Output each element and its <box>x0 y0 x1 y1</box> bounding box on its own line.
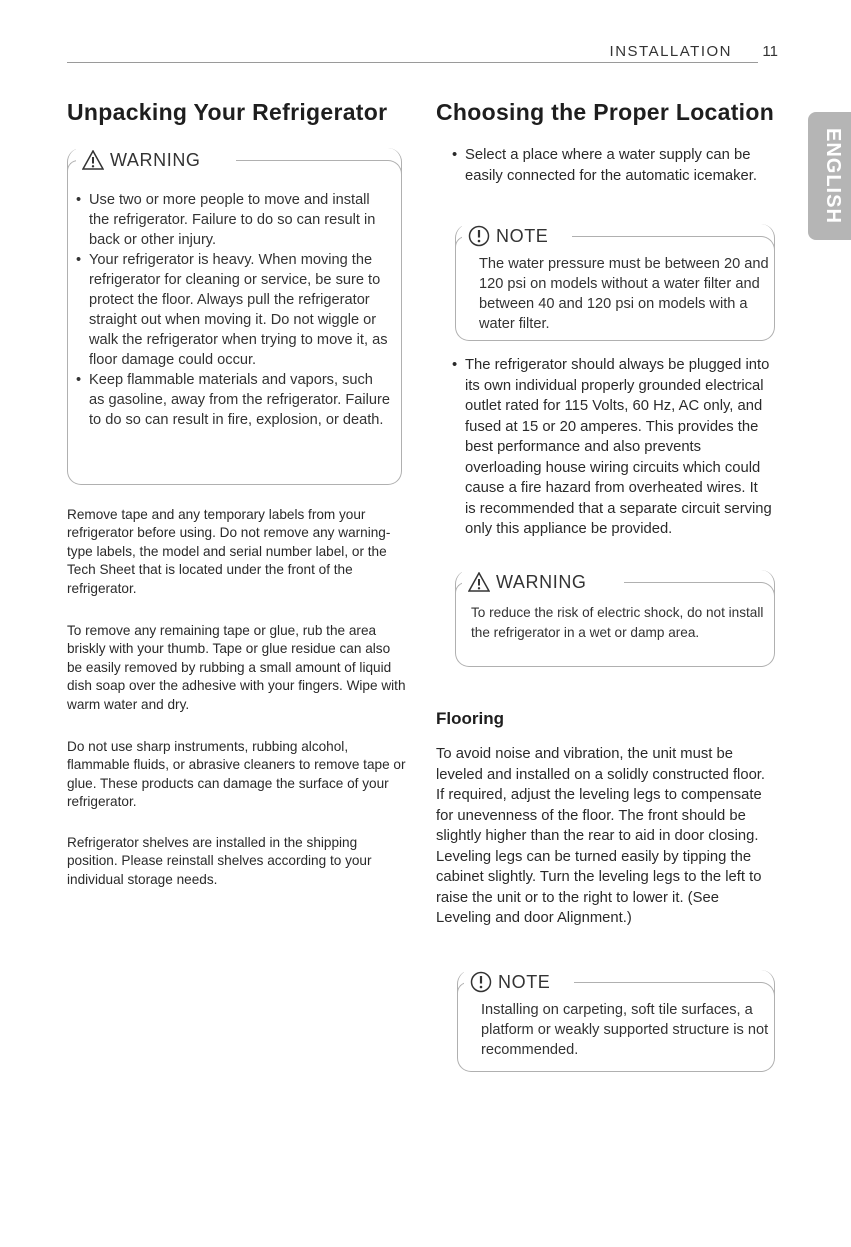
list-item: • The refrigerator should always be plugged into its own individual properly grounded electrical outlet rated for 115 Volts, 60 Hz, AC only, and fused at 15 or 20 amperes. This provides the best performance and also prevents overloading house wiring circuits which could cause a fire hazard from overheated wires. It is recommended that a separate circuit serving only this appliance be provided. <box>452 355 772 540</box>
flooring-text: To avoid noise and vibration, the unit must be leveled and installed on a solidly constructed floor. If required, adjust the leveling legs to compensate for unevenness of the floor. The front should be slightly higher than the rear to aid in door closing. Leveling legs can be turned easily by tipping the cabinet slightly. Turn the leveling legs to the left to raise the unit or to the right to lower it. (See Leveling and door Alignment.) <box>436 746 766 926</box>
note-label: NOTE <box>496 225 549 246</box>
note-text: The water pressure must be between 20 and 120 psi on models without a water filter and between 40 and 120 psi on models with a water filter. <box>479 256 769 332</box>
note-text: Installing on carpeting, soft tile surfaces, a platform or weakly supported structure is not recommended. <box>481 1002 769 1058</box>
list-item: • Select a place where a water supply can be easily connected for the automatic icemaker. <box>452 145 772 186</box>
paragraph: Refrigerator shelves are installed in the shipping position. Please reinstall shelves according to your individual storage needs. <box>67 835 372 887</box>
list-item: • Your refrigerator is heavy. When moving the refrigerator for cleaning or service, be sure to protect the floor. Always pull the refrigerator straight out when moving it. Do not wiggle or walk the refrigerator when trying to move it, as floor damage could occur. <box>76 250 391 370</box>
warning-triangle-icon <box>468 572 490 592</box>
left-heading: Unpacking Your Refrigerator <box>67 99 388 125</box>
section-title: INSTALLATION <box>609 43 732 60</box>
warning-box-shock <box>455 570 775 667</box>
note-box-flooring <box>457 970 775 1072</box>
page-number: 11 <box>762 43 778 60</box>
paragraph: To remove any remaining tape or glue, rub the area briskly with your thumb. Tape or glue residue can also be easily removed by rubbing a small amount of liquid dish soap over the adhesive with your fingers. Wipe with warm water and dry. <box>67 623 406 712</box>
page-header <box>67 38 778 68</box>
location-bullet-1 <box>452 145 772 186</box>
warning-triangle-icon <box>82 150 104 170</box>
language-tab <box>808 112 851 240</box>
note-box-water <box>455 224 775 341</box>
list-item: • Use two or more people to move and install the refrigerator. Failure to do so can result in back or other injury. <box>76 190 391 250</box>
warning-list <box>76 190 391 430</box>
note-label: NOTE <box>498 971 551 992</box>
list-item: • Keep flammable materials and vapors, such as gasoline, away from the refrigerator. Failure to do so can result in fire, explosion, or death. <box>76 370 391 430</box>
warning-text: To reduce the risk of electric shock, do not install the refrigerator in a wet or damp area. <box>471 605 764 640</box>
language-tab-label: ENGLISH <box>822 128 844 224</box>
paragraph: Do not use sharp instruments, rubbing alcohol, flammable fluids, or abrasive cleaners to remove tape or glue. These products can damage the surface of your refrigerator. <box>67 739 406 810</box>
right-heading: Choosing the Proper Location <box>436 99 775 125</box>
warning-box <box>67 148 402 485</box>
location-bullet-2 <box>452 355 772 540</box>
header-divider <box>67 62 758 63</box>
paragraph: Remove tape and any temporary labels from your refrigerator before using. Do not remove any warning-type labels, the model and serial number label, or the Tech Sheet that is located under the front of the refrigerator. <box>67 507 391 596</box>
flooring-heading: Flooring <box>436 709 504 728</box>
warning-label: WARNING <box>110 149 201 170</box>
note-info-icon <box>468 225 490 247</box>
note-info-icon <box>470 971 492 993</box>
warning-label: WARNING <box>496 571 587 592</box>
